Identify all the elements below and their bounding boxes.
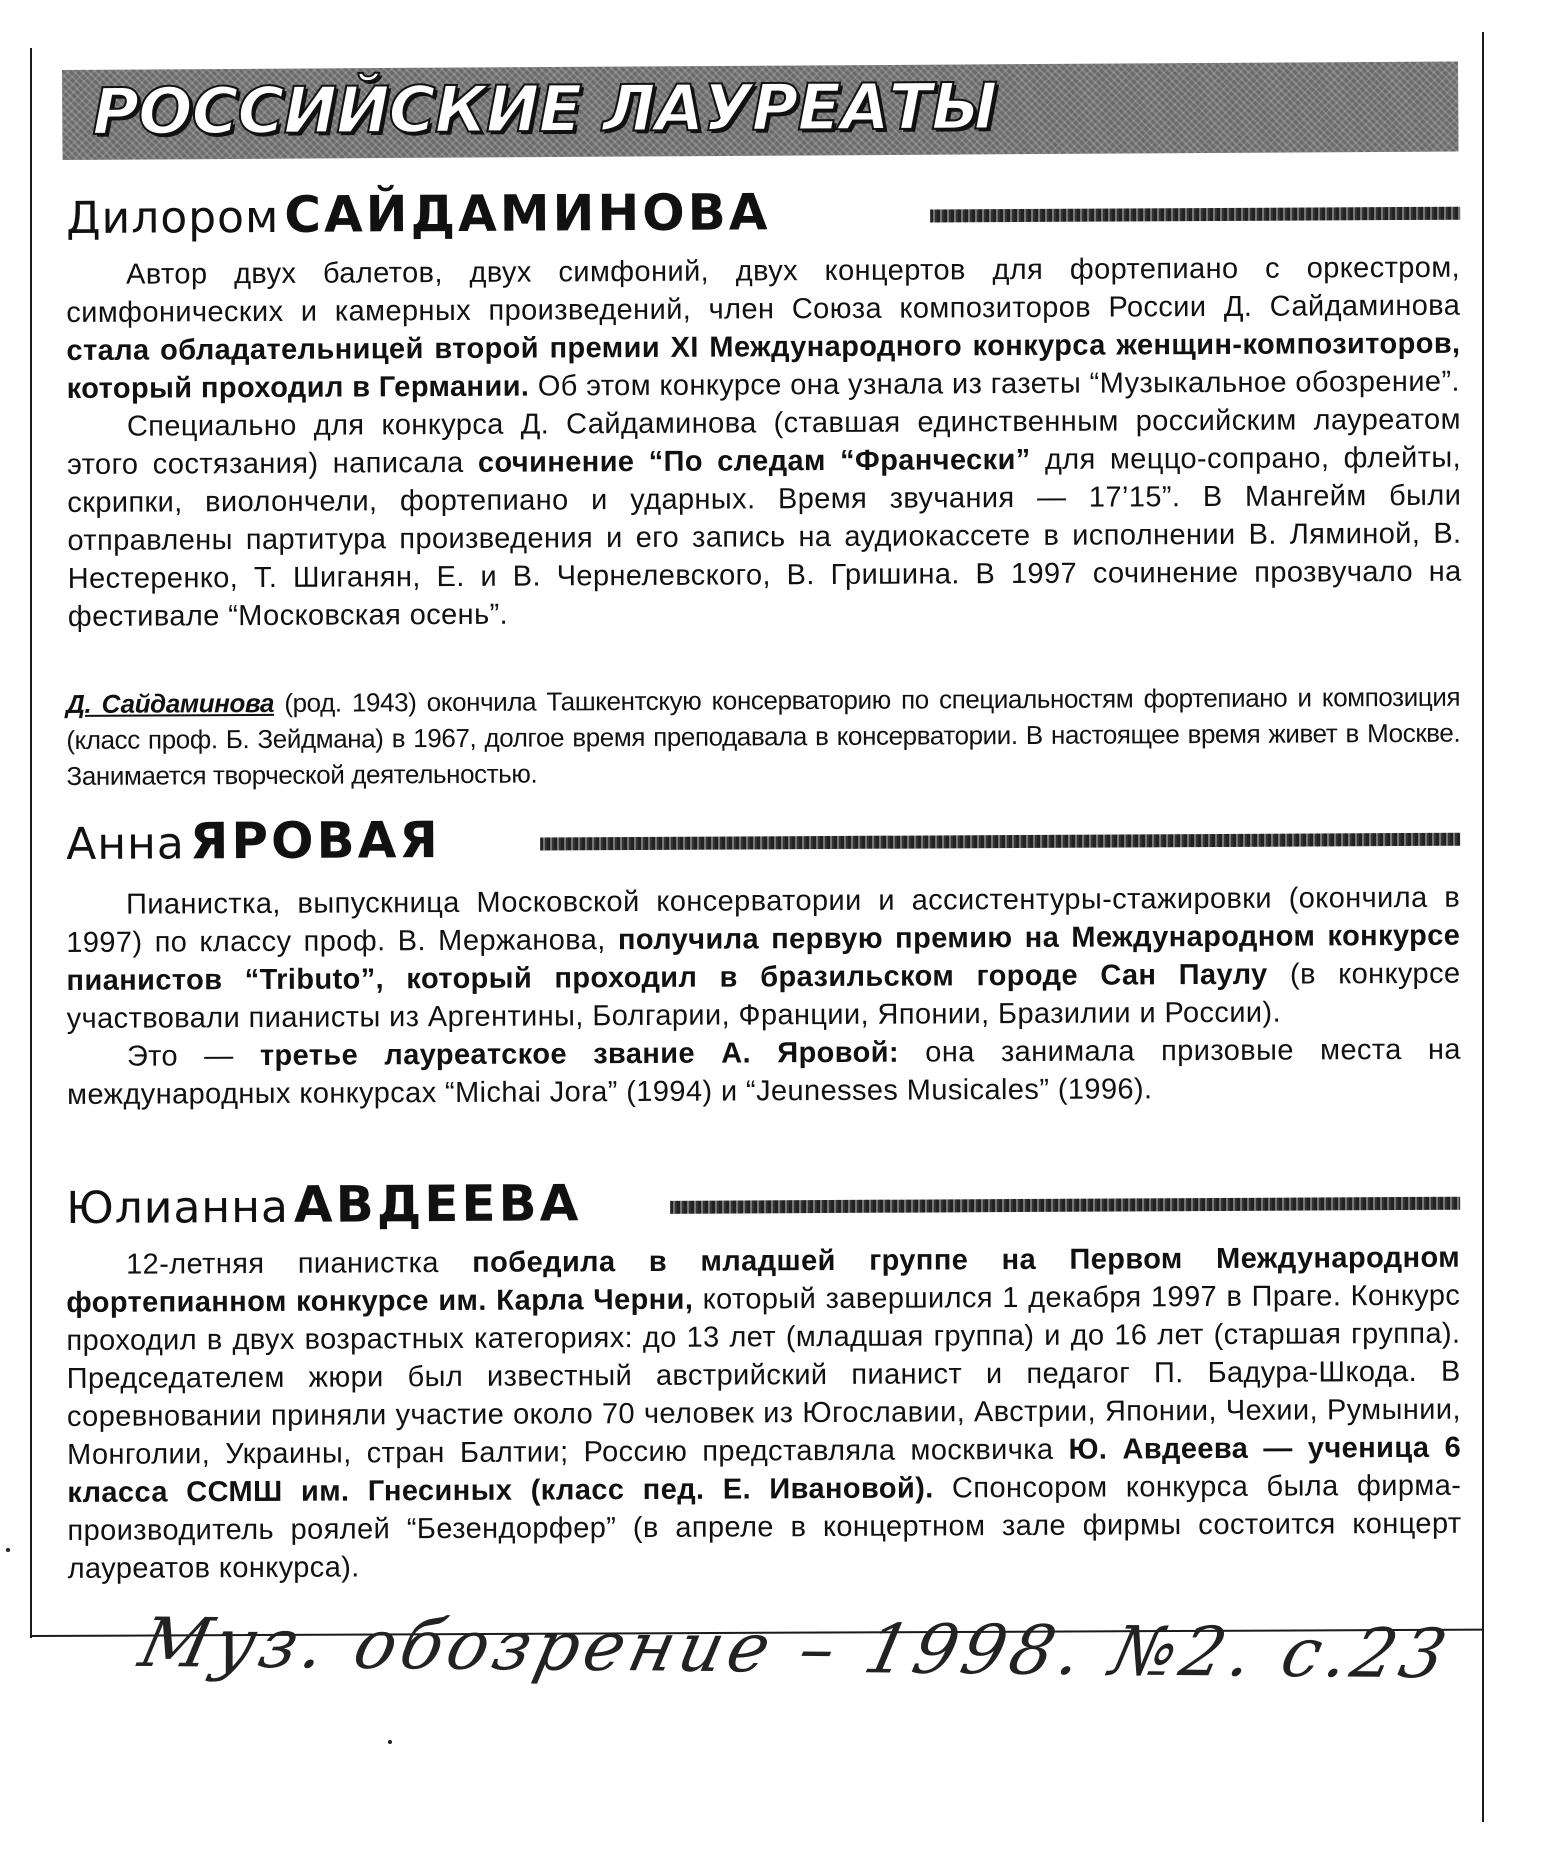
section-banner [62, 61, 1459, 160]
banner-title: РОССИЙСКИЕ ЛАУРЕАТЫ [92, 70, 997, 150]
scan-speck [388, 1740, 392, 1744]
paragraph [67, 401, 1462, 636]
text-run-bold: победила в младшей группе на Первом Международном фортепианном конкурсе им. Карла Черни, [66, 1241, 1461, 1319]
heading-yarovaya [66, 805, 1460, 872]
article-avdeeva [66, 1239, 1462, 1588]
text-run: Автор двух балетов, двух симфоний, двух концертов для фортепиано с оркестром, симфонических и камерных произведений, член Союза композиторов России Д. Сайдаминова [66, 251, 1461, 329]
paragraph [67, 1031, 1461, 1114]
bio-text: (род. 1943) окончила Ташкентскую консерваторию по специальностям фортепиано и композиция (класс проф. Б. Зейдмана) в 1967, долгое время преподавала в консерватории. В настоящее время живет в Москве. Занимается творческой деятельностью. [66, 681, 1461, 791]
article-saidaminova [66, 249, 1462, 636]
bio-saidaminova [66, 679, 1461, 794]
heading-rule [540, 833, 1460, 851]
laureate-name [66, 1173, 582, 1248]
text-run-bold: сочинение “По следам “Франчески” [477, 443, 1031, 479]
text-run: Это — [126, 1039, 260, 1073]
text-run-bold: получила первую премию на Международном конкурсе пианистов “Tributo”, который проходил в бразильском городе Сан Паулу [66, 919, 1461, 997]
bio-name: Д. Сайдаминова [66, 687, 275, 719]
heading-saidaminova [66, 179, 1460, 246]
frame-right-border [1482, 32, 1484, 1822]
paragraph [66, 249, 1461, 408]
heading-avdeeva [66, 1169, 1460, 1236]
first-name: Дилором [66, 191, 280, 244]
laureate-name [66, 810, 441, 884]
last-name: САЙДАМИНОВА [284, 183, 771, 244]
text-run-bold: Ю. Авдеева — ученица 6 класса ССМШ им. Гнесиных (класс пед. Е. Ивановой). [67, 1431, 1462, 1509]
text-run: Спонсором конкурса была фирма-производитель роялей “Безендорфер” (в апреле в концертном зале фирмы состоится концерт лауреатов конкурса). [67, 1469, 1462, 1585]
text-run: для меццо-сопрано, флейты, скрипки, виолончели, фортепиано и ударных. Время звучания — 17’15”. В Мангейм были отправлены партитура произведения и его запись на аудиокассете в исполнении В. Ляминой, В. Нестеренко, Т. Шиганян, Е. и В. Чернелевского, В. Гришина. В 1997 сочинение прозвучало на фестивале “Московская осень”. [67, 441, 1462, 633]
first-name: Анна [66, 818, 185, 870]
text-run: 12-летняя пианистка [126, 1246, 473, 1281]
text-run: она занимала призовые места на международных конкурсах “Michai Jora” (1994) и “Jeunesses Musicales” (1996). [67, 1033, 1461, 1111]
frame-left-border [30, 48, 32, 1638]
heading-rule [930, 207, 1460, 223]
text-run: Об этом конкурсе она узнала из газеты “Музыкальное обозрение”. [529, 365, 1461, 403]
article-yarovaya [66, 879, 1461, 1114]
text-run: (в конкурсе участвовали пианисты из Аргентины, Болгарии, Франции, Японии, Бразилии и России). [66, 957, 1461, 1035]
paragraph [66, 1239, 1462, 1588]
scan-speck [6, 1548, 10, 1552]
last-name: АВДЕЕВА [293, 1174, 582, 1234]
text-run: Специально для конкурса Д. Сайдаминова (ставшая единственным российским лауреатом этого состязания) написала [67, 403, 1461, 481]
text-run-bold: третье лауреатское звание А. Яровой: [259, 1036, 900, 1072]
handwritten-citation: Муз. обозрение – 1998. №2. с.23 [132, 1604, 1458, 1695]
last-name: ЯРОВАЯ [189, 811, 441, 871]
text-run: Пианистка, выпускница Московской консерватории и ассистентуры-стажировки (окончила в 1997) по классу проф. В. Мержанова, [66, 881, 1461, 959]
heading-rule [670, 1197, 1460, 1214]
text-run-bold: стала обладательницей второй премии XI Международного конкурса женщин-композиторов, который проходил в Германии. [66, 327, 1461, 405]
paragraph [66, 879, 1461, 1038]
laureate-name [66, 182, 771, 258]
text-run: который завершился 1 декабря 1997 в Праге. Конкурс проходил в двух возрастных категориях: до 13 лет (младшая группа) и до 16 лет (старшая группа). Председателем жюри был известный австрийский пианист и педагог П. Бадура-Шкода. В соревновании приняли участие около 70 человек из Югославии, Австрии, Японии, Чехии, Румынии, Монголии, Украины, стран Балтии; Россию представляла москвичка [66, 1279, 1461, 1471]
first-name: Юлианна [66, 1181, 289, 1234]
